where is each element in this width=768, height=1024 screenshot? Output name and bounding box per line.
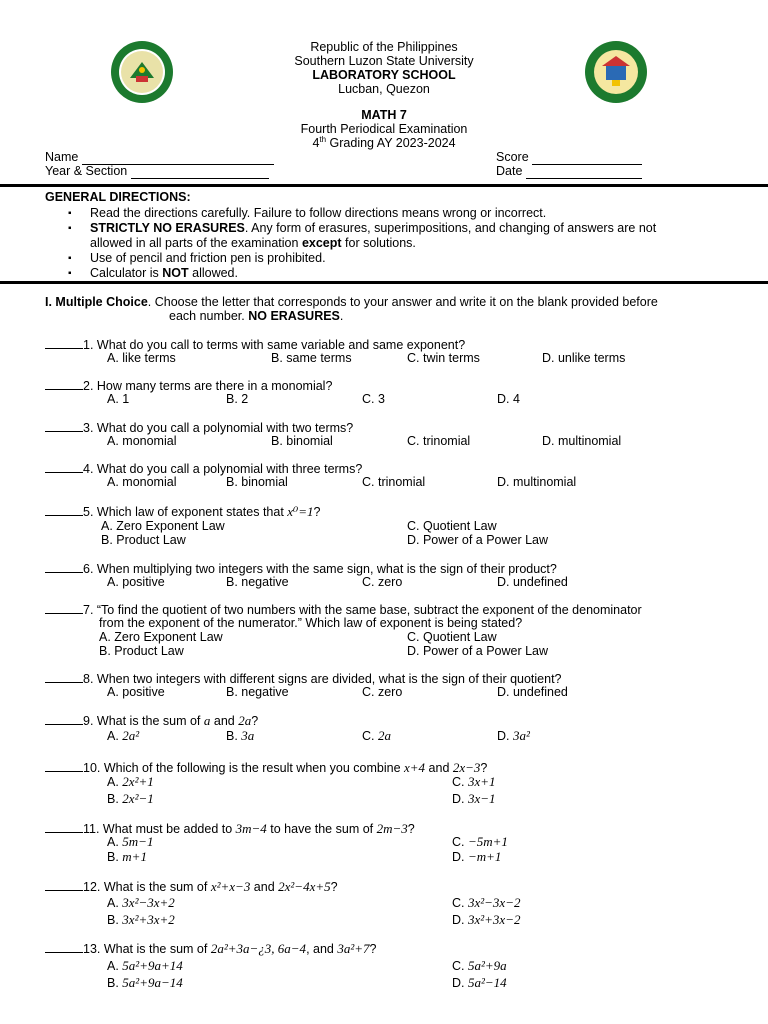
direction-continuation: allowed in all parts of the examination except for solutions.	[90, 236, 416, 250]
option-c: C. zero	[362, 685, 403, 699]
option-a: A. 5a²+9a+14	[107, 958, 183, 973]
direction-item: ▪ STRICTLY NO ERASURES. Any form of erasures, superimpositions, and changing of answers are not	[90, 221, 768, 236]
option-c: C. 2a	[362, 728, 391, 743]
score-field[interactable]: Score	[496, 150, 642, 165]
directions-heading: GENERAL DIRECTIONS:	[45, 190, 191, 204]
option-b: B. negative	[226, 685, 289, 699]
option-c: C. 3	[362, 392, 385, 406]
question-3: 3. What do you call a polynomial with two terms?	[45, 420, 735, 435]
answer-blank[interactable]	[45, 879, 83, 891]
option-a: A. like terms	[107, 351, 176, 365]
option-a: A. 3x²−3x+2	[107, 895, 175, 910]
exam-title: Fourth Periodical Examination	[300, 122, 468, 136]
option-b: B. binomial	[271, 434, 333, 448]
option-c: C. −5m+1	[452, 834, 508, 849]
option-d: D. multinomial	[497, 475, 577, 489]
part1-instructions-line2: each number. NO ERASURES.	[169, 309, 344, 323]
option-a: A. monomial	[107, 475, 177, 489]
option-c: C. trinomial	[362, 475, 426, 489]
option-a: A. positive	[107, 575, 165, 589]
option-b: B. negative	[226, 575, 289, 589]
option-a: A. 1	[107, 392, 130, 406]
option-c: C. Quotient Law	[407, 630, 497, 644]
option-b: B. same terms	[271, 351, 352, 365]
option-c: C. 3x+1	[452, 774, 496, 789]
grading-line: 4th Grading AY 2023-2024	[312, 134, 456, 150]
option-c: C. 5a²+9a	[452, 958, 507, 973]
answer-blank[interactable]	[45, 602, 83, 614]
answer-blank[interactable]	[45, 561, 83, 573]
option-d: D. Power of a Power Law	[407, 644, 549, 658]
option-a: A. Zero Exponent Law	[101, 519, 225, 533]
answer-blank[interactable]	[45, 821, 83, 833]
direction-item: ▪ Read the directions carefully. Failure to follow directions means wrong or incorrect.	[90, 206, 768, 221]
question-8: 8. When two integers with different signs are divided, what is the sign of their quotient?	[45, 671, 735, 686]
answer-blank[interactable]	[45, 760, 83, 772]
answer-blank[interactable]	[45, 420, 83, 432]
question-12: 12. What is the sum of x²+x−3 and 2x²−4x+5?	[45, 879, 735, 894]
option-c: C. Quotient Law	[407, 519, 497, 533]
option-b: B. binomial	[226, 475, 288, 489]
option-c: C. twin terms	[407, 351, 480, 365]
answer-blank[interactable]	[45, 504, 83, 516]
subject-title: MATH 7	[361, 108, 407, 122]
question-10: 10. Which of the following is the result when you combine x+4 and 2x−3?	[45, 760, 735, 775]
option-b: B. Product Law	[101, 533, 186, 547]
answer-blank[interactable]	[45, 378, 83, 390]
question-7: 7. “To find the quotient of two numbers with the same base, subtract the exponent of the denominator	[45, 602, 735, 617]
section-field[interactable]: Year & Section	[45, 164, 269, 179]
top-divider	[0, 184, 768, 187]
school-line: LABORATORY SCHOOL	[312, 68, 456, 82]
question-9: 9. What is the sum of a and 2a?	[45, 713, 735, 728]
question-13: 13. What is the sum of 2a²+3a−¿3, 6a−4, and 3a²+7?	[45, 941, 735, 956]
option-c: C. trinomial	[407, 434, 471, 448]
name-field[interactable]: Name	[45, 150, 274, 165]
direction-item: ▪ Use of pencil and friction pen is prohibited.	[90, 251, 768, 266]
option-c: C. 3x²−3x−2	[452, 895, 521, 910]
option-b: B. Product Law	[99, 644, 184, 658]
option-d: D. 4	[497, 392, 520, 406]
option-a: A. Zero Exponent Law	[99, 630, 223, 644]
option-a: A. 5m−1	[107, 834, 154, 849]
question-7-continuation: from the exponent of the numerator.” Which law of exponent is being stated?	[99, 616, 523, 630]
republic-line: Republic of the Philippines	[310, 40, 458, 54]
option-d: D. 3x²+3x−2	[452, 912, 521, 927]
direction-item: ▪ Calculator is NOT allowed.	[90, 266, 768, 281]
option-d: D. undefined	[497, 575, 568, 589]
option-a: A. positive	[107, 685, 165, 699]
option-b: B. 3a	[226, 728, 255, 743]
option-b: B. 2	[226, 392, 249, 406]
option-a: A. monomial	[107, 434, 177, 448]
part1-instructions: I. Multiple Choice. Choose the letter that corresponds to your answer and write it on the blank provided before	[45, 295, 658, 309]
question-4: 4. What do you call a polynomial with three terms?	[45, 461, 735, 476]
question-5: 5. Which law of exponent states that x⁰=1?	[45, 504, 735, 519]
question-6: 6. When multiplying two integers with the same sign, what is the sign of their product?	[45, 561, 735, 576]
option-d: D. 3a²	[497, 728, 530, 743]
option-d: D. undefined	[497, 685, 568, 699]
option-c: C. zero	[362, 575, 403, 589]
answer-blank[interactable]	[45, 941, 83, 953]
option-d: D. 3x−1	[452, 791, 496, 806]
option-d: D. 5a²−14	[452, 975, 507, 990]
answer-blank[interactable]	[45, 461, 83, 473]
question-2: 2. How many terms are there in a monomial?	[45, 378, 735, 393]
answer-blank[interactable]	[45, 671, 83, 683]
date-field[interactable]: Date	[496, 164, 642, 179]
answer-blank[interactable]	[45, 337, 83, 349]
question-11: 11. What must be added to 3m−4 to have the sum of 2m−3?	[45, 821, 735, 836]
answer-blank[interactable]	[45, 713, 83, 725]
option-d: D. −m+1	[452, 849, 502, 864]
option-b: B. 2x²−1	[107, 791, 154, 806]
option-b: B. 3x²+3x+2	[107, 912, 175, 927]
option-d: D. unlike terms	[542, 351, 626, 365]
option-a: A. 2a²	[107, 728, 140, 743]
option-d: D. multinomial	[542, 434, 622, 448]
location-line: Lucban, Quezon	[338, 82, 430, 96]
university-line: Southern Luzon State University	[294, 54, 474, 68]
option-d: D. Power of a Power Law	[407, 533, 549, 547]
option-a: A. 2x²+1	[107, 774, 154, 789]
question-1: 1. What do you call to terms with same variable and same exponent?	[45, 337, 735, 352]
bottom-divider	[0, 281, 768, 284]
option-b: B. 5a²+9a−14	[107, 975, 183, 990]
option-b: B. m+1	[107, 849, 147, 864]
